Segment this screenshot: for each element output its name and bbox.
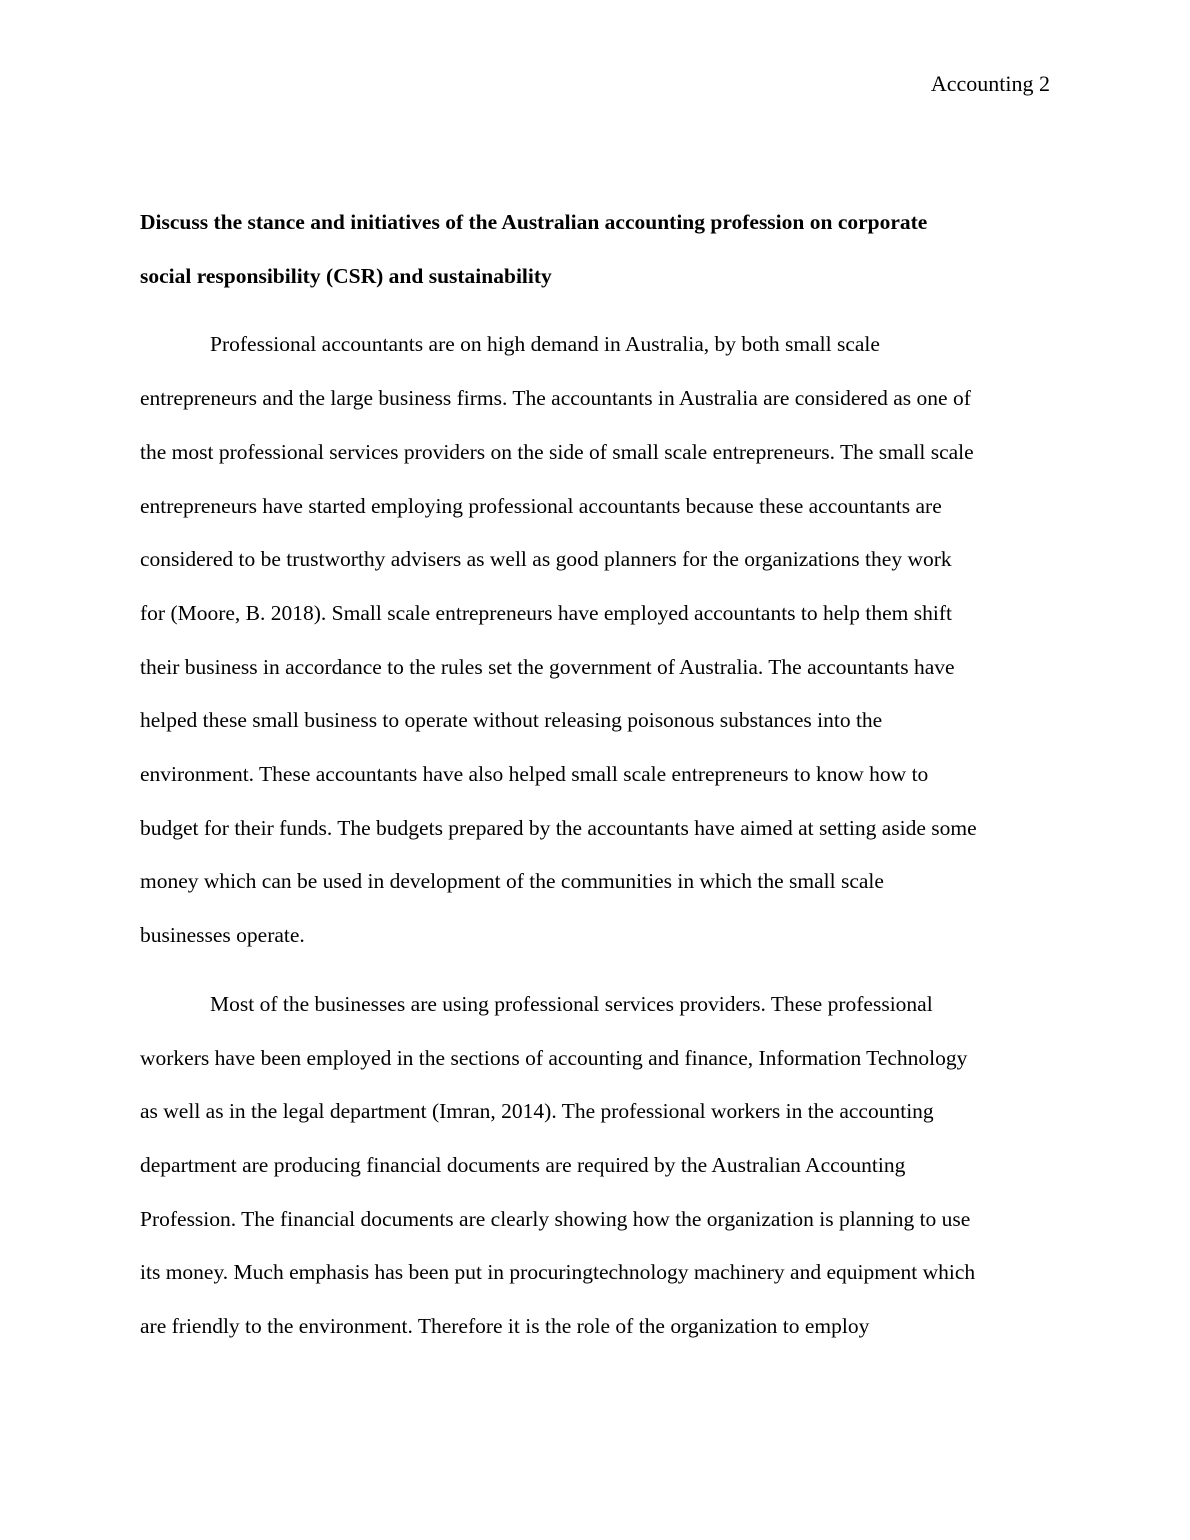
paragraph-line: Professional accountants are on high demand in Australia, by both small scale bbox=[210, 332, 880, 357]
paragraph-line: its money. Much emphasis has been put in procuringtechnology machinery and equipment which bbox=[140, 1260, 976, 1285]
paragraph-line: are friendly to the environment. Therefore it is the role of the organization to employ bbox=[140, 1314, 870, 1339]
document-body bbox=[140, 196, 1052, 1369]
paragraph-line: the most professional services providers on the side of small scale entrepreneurs. The small scale bbox=[140, 439, 974, 464]
paragraph-line: helped these small business to operate without releasing poisonous substances into the bbox=[140, 708, 883, 733]
paragraph-line: entrepreneurs have started employing professional accountants because these accountants are bbox=[140, 493, 942, 518]
running-head: Accounting 2 bbox=[930, 71, 1050, 96]
paragraph-line: budget for their funds. The budgets prepared by the accountants have aimed at setting aside some bbox=[140, 815, 977, 840]
paragraph-line: environment. These accountants have also helped small scale entrepreneurs to know how to bbox=[140, 762, 929, 787]
paragraph-2 bbox=[140, 978, 1052, 1354]
paragraph-line: Profession. The financial documents are clearly showing how the organization is planning to use bbox=[140, 1206, 971, 1231]
paragraph-line: businesses operate. bbox=[140, 923, 305, 948]
heading-line: Discuss the stance and initiatives of the Australian accounting profession on corporate bbox=[140, 210, 928, 234]
paragraph-line: workers have been employed in the sections of accounting and finance, Information Technology bbox=[140, 1045, 968, 1070]
paragraph-line: Most of the businesses are using professional services providers. These professional bbox=[210, 991, 933, 1016]
paragraph-line: department are producing financial documents are required by the Australian Accounting bbox=[140, 1152, 906, 1177]
essay-heading bbox=[140, 196, 1052, 303]
paragraph-line: for (Moore, B. 2018). Small scale entrepreneurs have employed accountants to help them shift bbox=[140, 600, 952, 625]
heading-line: social responsibility (CSR) and sustainability bbox=[140, 263, 552, 288]
paragraph-line: money which can be used in development of the communities in which the small scale bbox=[140, 869, 884, 894]
paragraph-line: entrepreneurs and the large business firms. The accountants in Australia are considered as one of bbox=[140, 386, 971, 411]
paragraph-line: considered to be trustworthy advisers as well as good planners for the organizations they work bbox=[140, 547, 952, 572]
paragraph-line: their business in accordance to the rules set the government of Australia. The accountants have bbox=[140, 654, 955, 679]
paragraph-line: as well as in the legal department (Imran, 2014). The professional workers in the accounting bbox=[140, 1099, 934, 1124]
paragraph-1 bbox=[140, 318, 1052, 962]
